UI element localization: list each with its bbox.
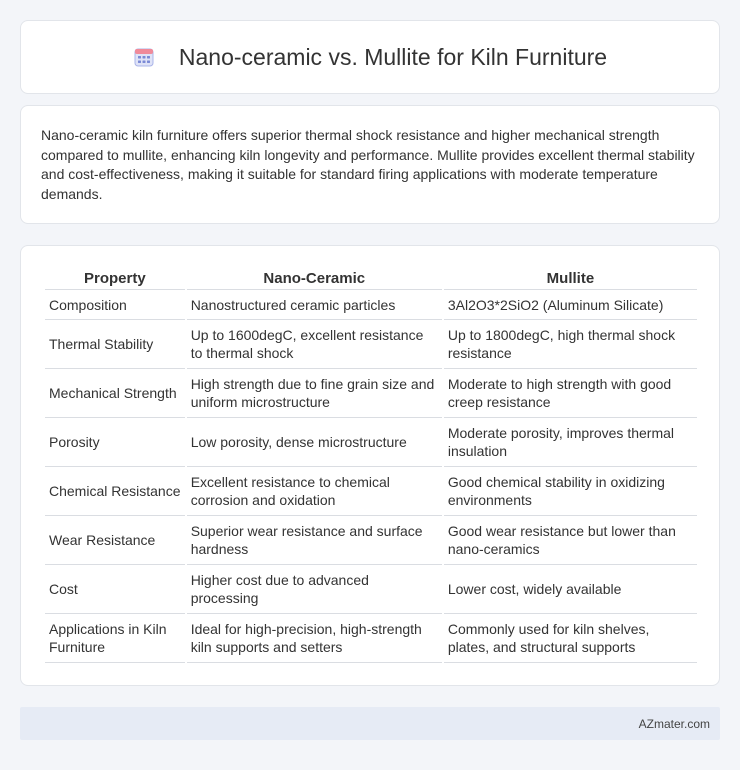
mullite-cell: 3Al2O3*2SiO2 (Aluminum Silicate) bbox=[444, 290, 697, 320]
footer-site-link[interactable]: AZmater.com bbox=[638, 716, 710, 731]
title-card bbox=[20, 20, 720, 94]
nano-ceramic-cell: High strength due to fine grain size and uniform microstructure bbox=[187, 369, 442, 418]
mullite-cell: Lower cost, widely available bbox=[444, 565, 697, 614]
nano-ceramic-cell: Ideal for high-precision, high-strength kiln supports and setters bbox=[187, 614, 442, 663]
summary-card bbox=[20, 105, 720, 224]
nano-ceramic-cell: Higher cost due to advanced processing bbox=[187, 565, 442, 614]
comparison-table bbox=[43, 264, 699, 663]
nano-ceramic-cell: Nanostructured ceramic particles bbox=[187, 290, 442, 320]
mullite-cell: Good wear resistance but lower than nano-ceramics bbox=[444, 516, 697, 565]
table-row bbox=[45, 516, 697, 565]
summary-text: Nano-ceramic kiln furniture offers superior thermal shock resistance and higher mechanical strength compared to mullite, enhancing kiln longevity and performance. Mullite provides excellent thermal stability and cost-effectiveness, making it suitable for standard firing applications with moderate temperature demands. bbox=[41, 127, 695, 202]
property-cell: Thermal Stability bbox=[45, 320, 185, 369]
mullite-cell: Commonly used for kiln shelves, plates, and structural supports bbox=[444, 614, 697, 663]
page-title: Nano-ceramic vs. Mullite for Kiln Furniture bbox=[178, 43, 608, 70]
nano-ceramic-cell: Low porosity, dense microstructure bbox=[187, 418, 442, 467]
table-row bbox=[45, 418, 697, 467]
property-cell: Composition bbox=[45, 290, 185, 320]
nano-ceramic-cell: Superior wear resistance and surface hardness bbox=[187, 516, 442, 565]
property-cell: Applications in Kiln Furniture bbox=[45, 614, 185, 663]
property-cell: Chemical Resistance bbox=[45, 467, 185, 516]
footer bbox=[20, 707, 720, 740]
mullite-cell: Moderate to high strength with good creep resistance bbox=[444, 369, 697, 418]
header-nano-ceramic: Nano-Ceramic bbox=[187, 264, 442, 290]
nano-ceramic-cell: Excellent resistance to chemical corrosion and oxidation bbox=[187, 467, 442, 516]
property-cell: Mechanical Strength bbox=[45, 369, 185, 418]
header-property: Property bbox=[45, 264, 185, 290]
calendar-icon bbox=[133, 46, 155, 68]
table-row bbox=[45, 369, 697, 418]
mullite-cell: Moderate porosity, improves thermal insulation bbox=[444, 418, 697, 467]
table-row bbox=[45, 565, 697, 614]
table-row bbox=[45, 320, 697, 369]
mullite-cell: Good chemical stability in oxidizing environments bbox=[444, 467, 697, 516]
nano-ceramic-cell: Up to 1600degC, excellent resistance to thermal shock bbox=[187, 320, 442, 369]
table-header-row bbox=[45, 264, 697, 290]
property-cell: Wear Resistance bbox=[45, 516, 185, 565]
header-mullite: Mullite bbox=[444, 264, 697, 290]
table-row bbox=[45, 614, 697, 663]
property-cell: Porosity bbox=[45, 418, 185, 467]
table-row bbox=[45, 467, 697, 516]
comparison-table-card bbox=[20, 245, 720, 686]
table-row bbox=[45, 290, 697, 320]
property-cell: Cost bbox=[45, 565, 185, 614]
mullite-cell: Up to 1800degC, high thermal shock resistance bbox=[444, 320, 697, 369]
